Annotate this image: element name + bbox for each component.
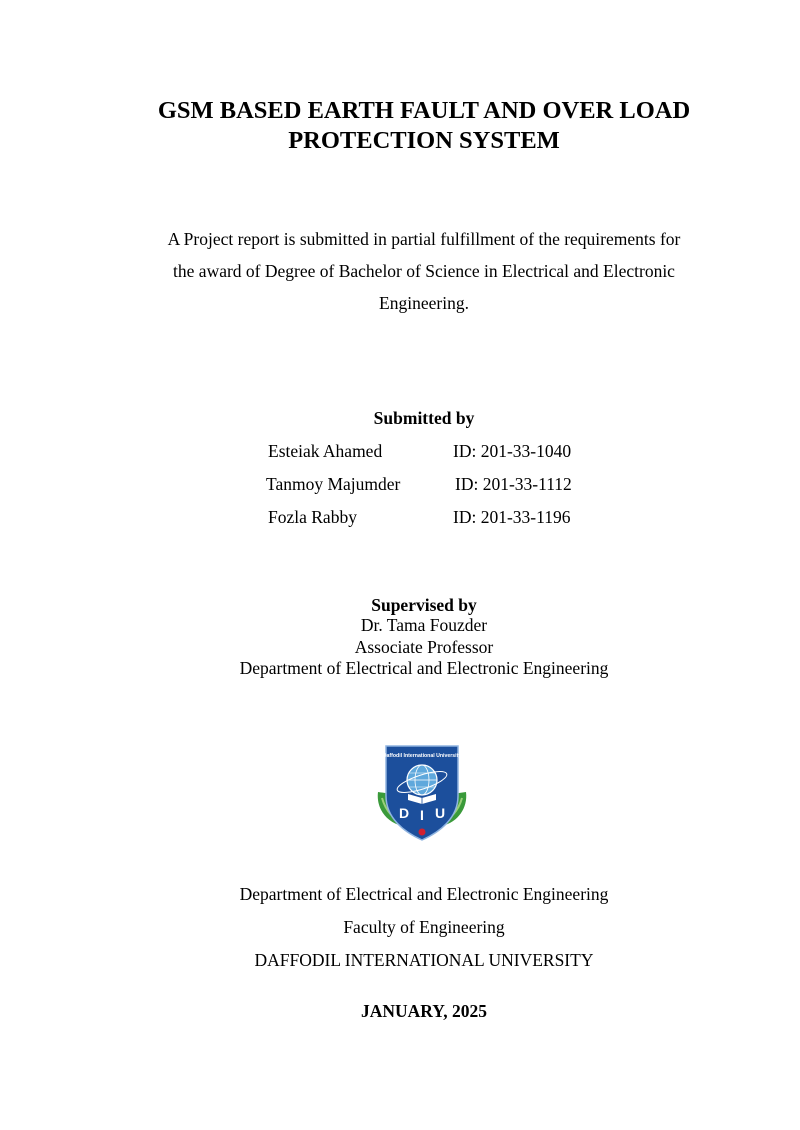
member-name: Tanmoy Majumder <box>266 474 401 494</box>
member-id: ID: 201-33-1040 <box>453 441 572 461</box>
supervisor-designation: Associate Professor <box>354 637 494 657</box>
member-name: Fozla Rabby <box>268 507 357 527</box>
footer-department: Department of Electrical and Electronic Engineering <box>239 884 609 904</box>
member-name: Esteiak Ahamed <box>268 441 383 461</box>
red-dot-icon <box>419 829 426 836</box>
supervisor-name: Dr. Tama Fouzder <box>360 615 488 635</box>
footer-university: DAFFODIL INTERNATIONAL UNIVERSITY <box>254 950 594 970</box>
supervisor-department: Department of Electrical and Electronic Engineering <box>239 658 609 678</box>
description-line-2: the award of Degree of Bachelor of Science in Electrical and Electronic <box>173 261 675 281</box>
member-id: ID: 201-33-1112 <box>455 474 572 494</box>
report-title-line-2: PROTECTION SYSTEM <box>288 127 560 154</box>
description-line-1: A Project report is submitted in partial fulfillment of the requirements for <box>167 229 681 249</box>
footer-faculty: Faculty of Engineering <box>343 917 505 937</box>
description-line-3: Engineering. <box>379 293 469 313</box>
letter-d: D <box>398 805 410 821</box>
submitted-by-heading: Submitted by <box>373 408 475 428</box>
svg-text:Daffodil International Univers: Daffodil International University <box>382 753 462 759</box>
letter-i: I <box>420 807 424 823</box>
diu-crest-icon <box>372 742 472 842</box>
report-title-line-1: GSM BASED EARTH FAULT AND OVER LOAD <box>157 97 691 124</box>
university-logo <box>372 742 472 842</box>
letter-u: U <box>434 805 446 821</box>
supervised-by-heading: Supervised by <box>371 595 477 615</box>
submission-date: JANUARY, 2025 <box>360 1001 488 1021</box>
member-id: ID: 201-33-1196 <box>453 507 571 527</box>
